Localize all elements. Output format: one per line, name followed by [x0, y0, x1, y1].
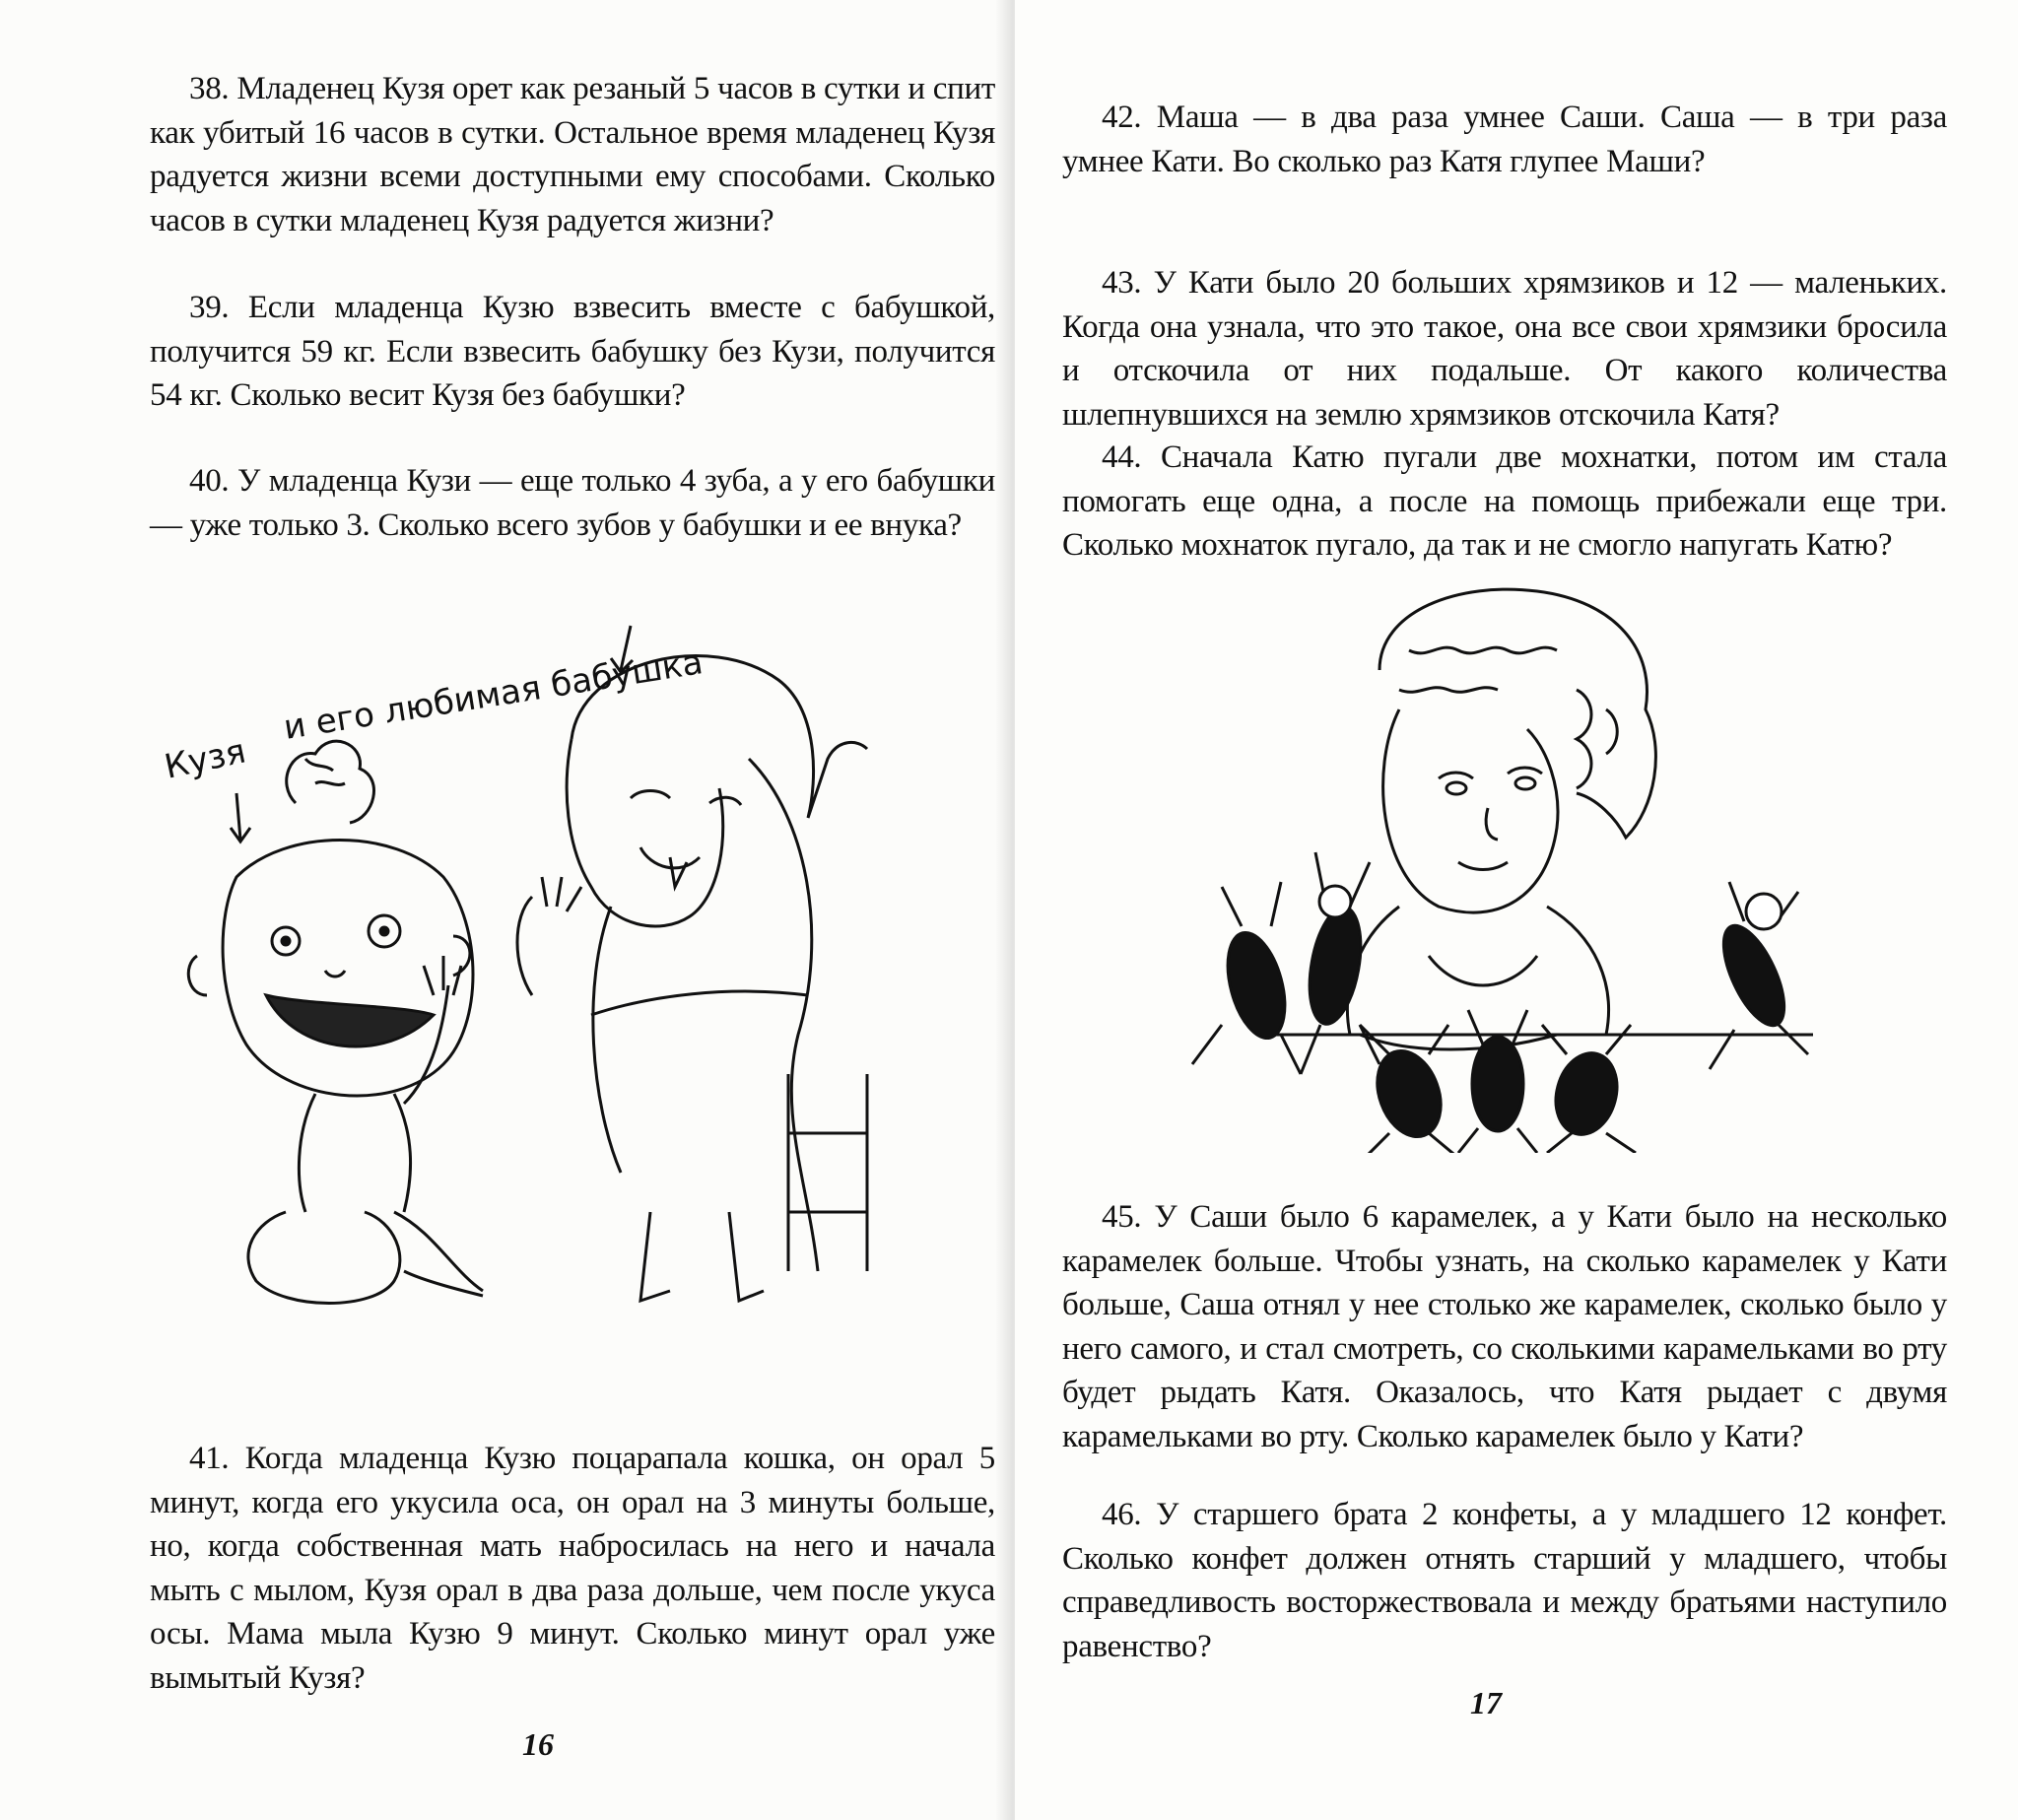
baby-kuzya-figure [188, 741, 483, 1303]
kuzya-grandma-illustration [158, 581, 985, 1389]
khryamziki-creatures [1192, 852, 1808, 1153]
katya-khryamziki-illustration [1163, 581, 1852, 1153]
grandma-figure [517, 656, 867, 1301]
problem-41: 41. Когда младенца Кузю поцарапала кошка, он орал 5 минут, когда его укусила оса, он орал на 3 минуты больше, но, когда собственная мать набросилась на него и начала мыть с мылом, Кузя орал в два раза дольше, чем после укуса осы. Мама мыла Кузю 9 минут. Сколько минут орал уже вымытый Кузя? [150, 1441, 995, 1696]
problem-38: 38. Младенец Кузя орет как резаный 5 часов в сутки и спит как убитый 16 часов в сутки. Остальное время младенец Кузя радуется жизни всеми доступными ему способами. Сколько часов в сутки младенец Кузя радуется жизни? [150, 71, 995, 238]
page-number-left: 16 [522, 1726, 554, 1762]
katya-figure [1347, 589, 1655, 1049]
problem-40: 40. У младенца Кузи — еще только 4 зуба, а у его бабушки — уже только 3. Сколько всего зубов у бабушки и ее внука? [150, 463, 995, 543]
problem-42: 42. Маша — в два раза умнее Саши. Саша — в три раза умнее Кати. Во сколько раз Катя глупее Маши? [1062, 100, 1947, 179]
caption-favorite-grandma: и его любимая бабушка [281, 642, 706, 748]
page-number-right: 17 [1470, 1685, 1502, 1720]
problem-46: 46. У старшего брата 2 конфеты, а у младшего 12 конфет. Сколько конфет должен отнять старший у младшего, чтобы справедливость восторжествовала и между братьями наступило равенство? [1062, 1497, 1947, 1664]
problem-43: 43. У Кати было 20 больших хрямзиков и 12 — маленьких. Когда она узнала, что это такое, она все свои хрямзики бросила и отскочила от них подальше. От какого количества шлепнувшихся на землю хрямзиков отскочила Катя? [1062, 265, 1947, 433]
arrow-to-kuzya-icon [231, 793, 250, 842]
right-page [1015, 0, 2018, 1820]
problem-39: 39. Если младенца Кузю взвесить вместе с бабушкой, получится 59 кг. Если взвесить бабушку без Кузи, получится 54 кг. Сколько весит Кузя без бабушки? [150, 290, 995, 413]
problem-44: 44. Сначала Катю пугали две мохнатки, потом им стала помогать еще одна, а после на помощь прибежали еще три. Сколько мохнаток пугало, да так и не смогло напугать Катю? [1062, 439, 1947, 563]
caption-kuzya: Кузя [161, 731, 249, 787]
arrow-to-grandma-icon [611, 626, 633, 672]
problem-45: 45. У Саши было 6 карамелек, а у Кати было на несколько карамелек больше. Чтобы узнать, на сколько карамелек у Кати больше, Саша отнял у нее столько же карамелек, сколько было у него самого, и стал смотреть, со сколькими карамельками во рту будет рыдать Катя. Оказалось, что Катя рыдает с двумя карамельками во рту. Сколько карамелек было у Кати? [1062, 1199, 1947, 1454]
